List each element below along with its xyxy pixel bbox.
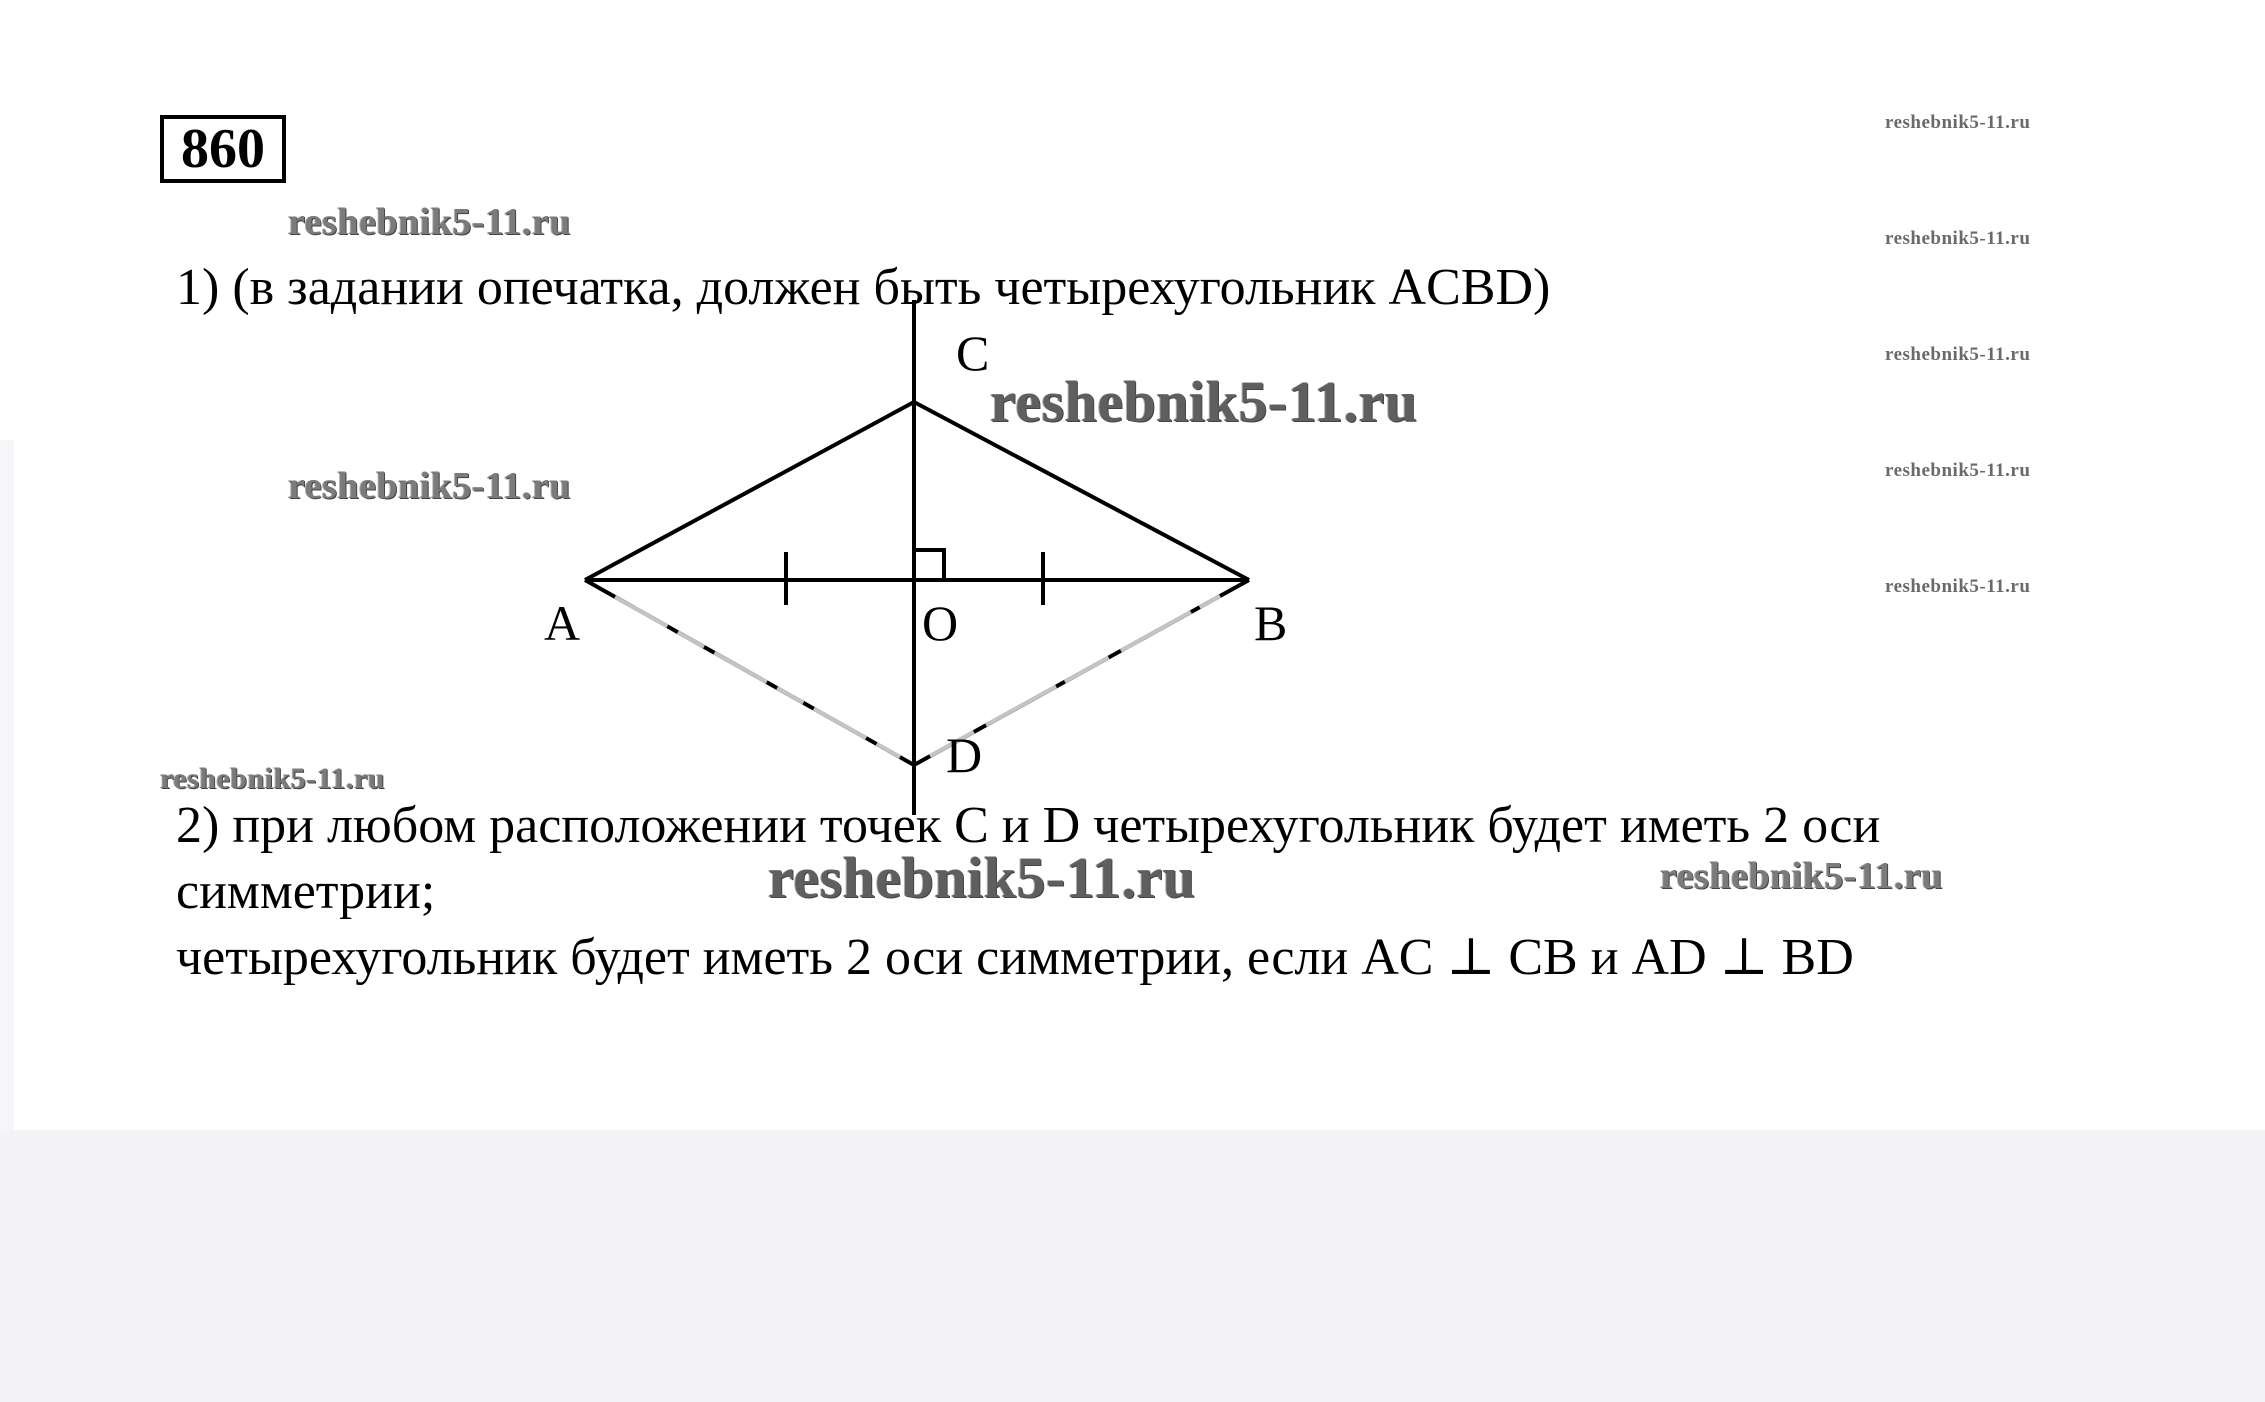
watermark: reshebnik5-11.ru xyxy=(1885,112,2031,133)
watermark: reshebnik5-11.ru xyxy=(1885,228,2031,249)
watermark: reshebnik5-11.ru xyxy=(288,465,571,507)
right-angle-mark xyxy=(914,550,944,580)
part3-text: четырехугольник будет иметь 2 оси симметрии, если AC ⊥ CB и AD ⊥ BD xyxy=(176,929,1854,986)
watermark: reshebnik5-11.ru xyxy=(1885,576,2031,597)
problem-number: 860 xyxy=(181,118,265,180)
watermark: reshebnik5-11.ru xyxy=(1885,460,2031,481)
watermark: reshebnik5-11.ru xyxy=(160,762,385,795)
label-d: D xyxy=(946,727,983,783)
label-a: A xyxy=(544,595,581,651)
label-o: O xyxy=(922,595,959,651)
label-c: C xyxy=(956,325,990,381)
watermark: reshebnik5-11.ru xyxy=(1660,855,1943,897)
watermark: reshebnik5-11.ru xyxy=(1885,344,2031,365)
side-cb xyxy=(914,402,1249,580)
part2-line2-text: симметрии; xyxy=(176,863,436,920)
watermark: reshebnik5-11.ru xyxy=(768,845,1196,910)
part2-line1-text: 2) при любом расположении точек C и D четырехугольник будет иметь 2 оси xyxy=(176,797,1881,854)
side-ad-faded xyxy=(615,597,900,757)
watermark: reshebnik5-11.ru xyxy=(288,201,571,243)
side-ac xyxy=(585,402,914,580)
label-b: B xyxy=(1254,595,1288,651)
part1-text: 1) (в задании опечатка, должен быть четырехугольник ACBD) xyxy=(176,259,1551,316)
watermark: reshebnik5-11.ru xyxy=(990,369,1418,434)
